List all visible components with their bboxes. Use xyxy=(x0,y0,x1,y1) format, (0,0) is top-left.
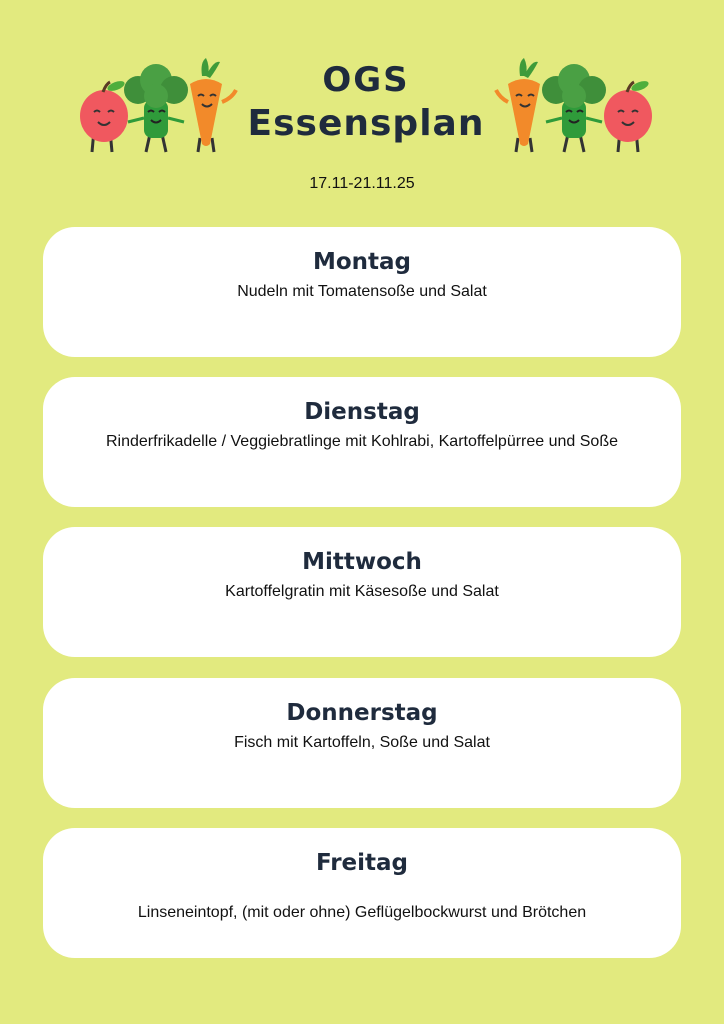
day-card-mittwoch xyxy=(43,527,681,657)
carrot-icon xyxy=(496,58,540,152)
day-heading: Freitag xyxy=(315,850,409,876)
day-card-donnerstag xyxy=(43,678,681,808)
broccoli-icon xyxy=(124,64,188,152)
meal-description: Rinderfrikadelle / Veggiebratlinge mit Kohlrabi, Kartoffelpürree und Soße xyxy=(106,433,618,450)
apple-icon xyxy=(604,79,652,152)
title-line-1: OGS xyxy=(322,60,410,100)
meal-description: Fisch mit Kartoffeln, Soße und Salat xyxy=(234,734,490,751)
vegetable-group-left-icon xyxy=(76,52,241,157)
vegetable-group-right-icon xyxy=(494,52,659,157)
day-heading: Dienstag xyxy=(304,399,420,425)
page-title xyxy=(235,58,497,146)
apple-icon xyxy=(80,79,128,152)
day-heading: Montag xyxy=(312,249,412,275)
meal-description: Linseneintopf, (mit oder ohne) Geflügelbockwurst und Brötchen xyxy=(137,904,587,921)
day-card-dienstag xyxy=(43,377,681,507)
date-range: 17.11-21.11.25 xyxy=(309,175,415,192)
carrot-icon xyxy=(190,58,236,152)
broccoli-icon xyxy=(542,64,606,152)
day-card-montag xyxy=(43,227,681,357)
meal-description: Nudeln mit Tomatensoße und Salat xyxy=(237,283,487,300)
header xyxy=(0,0,724,170)
day-heading: Mittwoch xyxy=(302,549,422,575)
title-line-2: Essensplan xyxy=(247,103,485,144)
day-heading: Donnerstag xyxy=(286,700,438,726)
meal-description: Kartoffelgratin mit Käsesoße und Salat xyxy=(225,583,499,600)
day-card-freitag xyxy=(43,828,681,958)
